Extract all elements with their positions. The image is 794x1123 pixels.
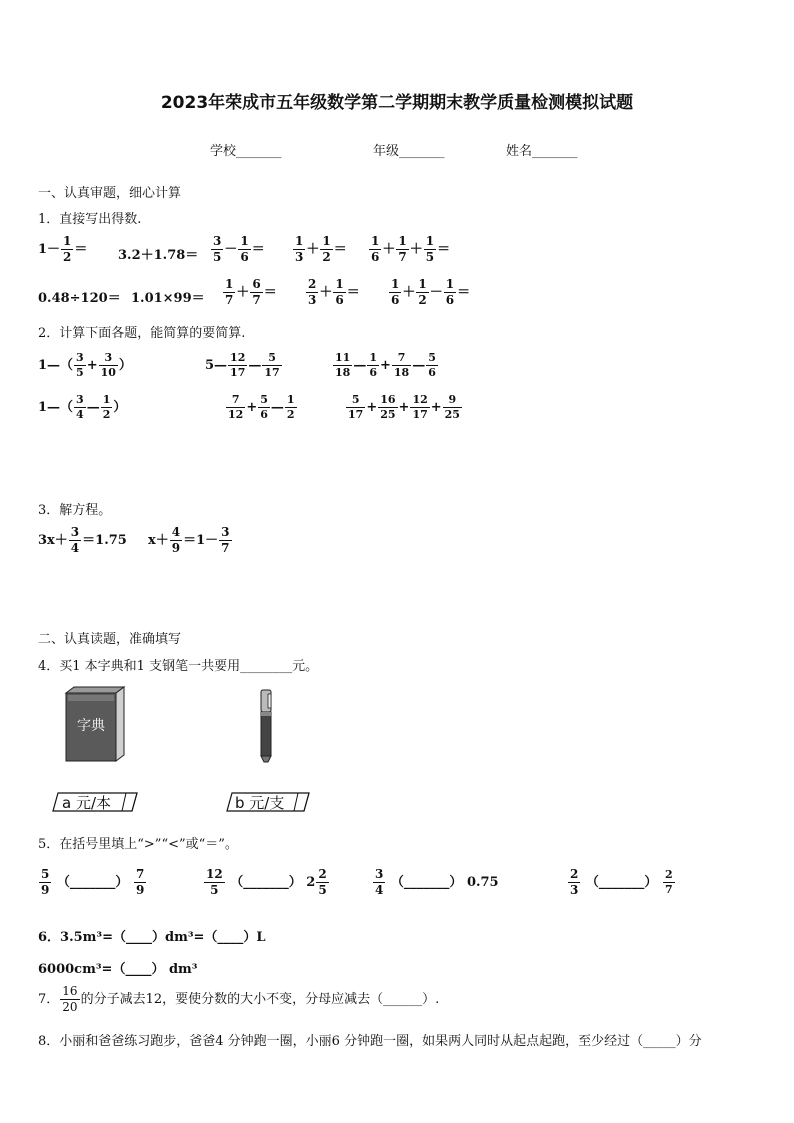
dictionary-icon <box>60 685 128 763</box>
q1-item-5: $\frac{1}{6}$ ＋ $\frac{1}{7}$ ＋ $\frac{1}{5}$ ＝ <box>371 234 451 264</box>
q2-item-d: 1—（ $\frac{3}{4}$ — $\frac{1}{2}$ ） <box>38 393 127 421</box>
q2-label: 2．计算下面各题，能简算的要简算. <box>38 326 246 341</box>
q5-label: 5．在括号里填上“>”“<”或“＝”。 <box>38 837 238 852</box>
q3-equation-a: 3x＋ $\frac{3}{4}$ ＝1.75 <box>38 525 127 555</box>
q1-item-9: $\frac{2}{3}$ ＋ $\frac{1}{6}$ ＝ <box>308 277 360 307</box>
q1-item-6: 0.48÷120＝ <box>38 291 121 306</box>
compare-blank[interactable]: （_______） <box>585 875 658 890</box>
dictionary-label: 字典 <box>77 718 105 734</box>
q3-label: 3．解方程。 <box>38 503 112 518</box>
q1-item-7: 1.01×99＝ <box>131 291 205 306</box>
q7-item: 7． $\frac{16}{20}$ 的分子减去12，要使分数的大小不变，分母应减去（______）. <box>38 984 440 1014</box>
compare-blank[interactable]: （_______） <box>230 875 302 890</box>
price-tag-a <box>52 792 138 812</box>
name-label: 姓名 <box>506 144 533 159</box>
grade-field <box>373 140 445 159</box>
q2-item-c: $\frac{11}{18}$ — $\frac{1}{6}$ + $\frac{7}{18}$ — $\frac{5}{6}$ <box>335 351 436 379</box>
q8-item: 8．小丽和爸爸练习跑步，爸爸4 分钟跑一圈，小丽6 分钟跑一圈，如果两人同时从起点起跑，至少经过（_____）分 <box>38 1034 702 1049</box>
q1-item-4: $\frac{1}{3}$ ＋ $\frac{1}{2}$ ＝ <box>295 234 347 264</box>
q2-item-e: $\frac{7}{12}$ + $\frac{5}{6}$ — $\frac{1}{2}$ <box>228 393 295 421</box>
q5-item-4: $\frac{2}{3}$ （_______） $\frac{2}{7}$ <box>570 867 673 897</box>
compare-blank[interactable]: （_______） <box>390 875 463 890</box>
q2-item-f: $\frac{5}{17}$ + $\frac{16}{25}$ + $\frac{12}{17}$ + $\frac{9}{25}$ <box>348 393 460 421</box>
q4-label: 4．买1 本字典和1 支钢笔一共要用________元。 <box>38 659 319 674</box>
pen-icon <box>256 688 276 764</box>
page-title: 2023年荣成市五年级数学第二学期期末教学质量检测模拟试题 <box>160 93 634 113</box>
price-tag-a-label: a 元/本 <box>62 794 112 812</box>
q5-item-3: $\frac{3}{4}$ （_______） 0.75 <box>375 867 499 897</box>
section-2-title: 二、认真读题，准确填写 <box>38 632 182 647</box>
name-blank[interactable]: _______ <box>532 144 578 159</box>
q1-item-8: $\frac{1}{7}$ ＋ $\frac{6}{7}$ ＝ <box>225 277 277 307</box>
q2-item-a: 1—（ $\frac{3}{5}$ + $\frac{3}{10}$ ） <box>38 351 132 379</box>
q1-item-2: 3.2＋1.78＝ <box>118 248 199 263</box>
q6-line-1: 6．3.5m³=（____）dm³=（____）L <box>38 930 266 945</box>
q6-line-2: 6000cm³=（____） dm³ <box>38 962 198 977</box>
grade-label: 年级 <box>373 144 400 159</box>
price-tag-b-label: b 元/支 <box>235 794 285 812</box>
grade-blank[interactable]: _______ <box>399 144 445 159</box>
q1-item-3: $\frac{3}{5}$ － $\frac{1}{6}$ ＝ <box>213 234 265 264</box>
school-label: 学校 <box>210 144 237 159</box>
q1-item-10: $\frac{1}{6}$ ＋ $\frac{1}{2}$ － $\frac{1}{6}$ ＝ <box>391 277 471 307</box>
section-1-title: 一、认真审题，细心计算 <box>38 186 182 201</box>
q3-equation-b: x＋ $\frac{4}{9}$ ＝1－ $\frac{3}{7}$ <box>148 525 230 555</box>
price-tag-b <box>226 792 310 812</box>
q5-item-2: $\frac{12}{5}$ （_______） 2 $\frac{2}{5}$ <box>206 867 327 897</box>
q1-label: 1．直接写出得数. <box>38 212 142 227</box>
school-field <box>210 140 282 159</box>
name-field <box>506 140 578 159</box>
school-blank[interactable]: _______ <box>236 144 282 159</box>
q1-item-1: 1－ $\frac{1}{2}$ ＝ <box>38 234 88 264</box>
q2-item-b: 5— $\frac{12}{17}$ — $\frac{5}{17}$ <box>205 351 280 379</box>
compare-blank[interactable]: （_______） <box>56 875 129 890</box>
q5-item-1: $\frac{5}{9}$ （_______） $\frac{7}{9}$ <box>41 867 145 897</box>
